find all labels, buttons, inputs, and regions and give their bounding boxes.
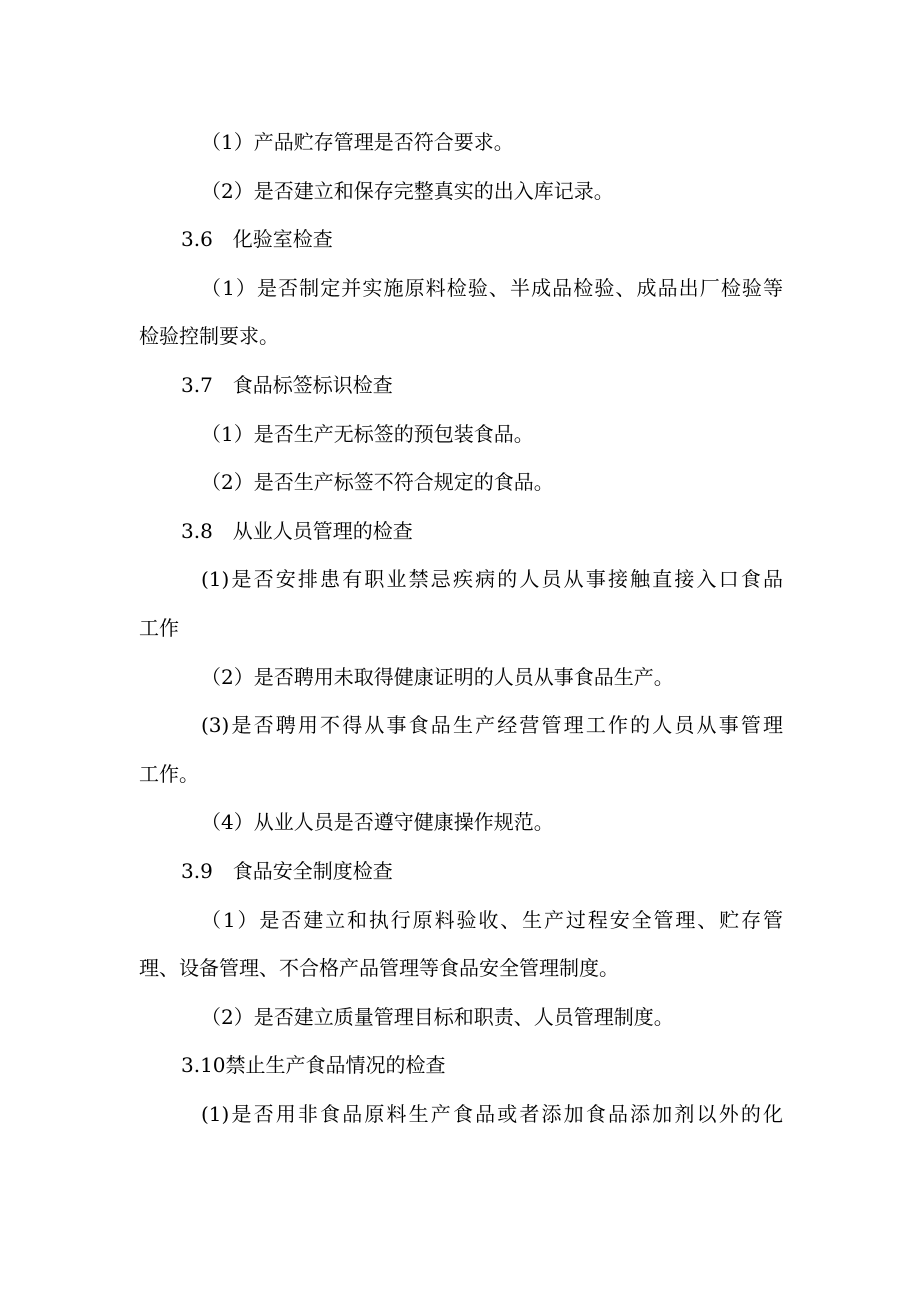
item-prohibited-managers: (3)是否聘用不得从事食品生产经营管理工作的人员从事管理: [201, 713, 783, 738]
item-inspection-implementation-cont: 检验控制要求。: [139, 324, 279, 349]
item-safety-systems: （1）是否建立和执行原料验收、生产过程安全管理、贮存管: [201, 907, 783, 932]
item-prohibited-managers-cont: 工作。: [139, 761, 199, 786]
section-heading-3-7: 3.7 食品标签标识检查: [181, 372, 393, 397]
item-inspection-implementation: （1）是否制定并实施原料检验、半成品检验、成品出厂检验等: [201, 275, 783, 300]
item-noncompliant-labels: （2）是否生产标签不符合规定的食品。: [201, 470, 554, 495]
document-body: [139, 118, 783, 1138]
item-health-certificate: （2）是否聘用未取得健康证明的人员从事食品生产。: [201, 664, 674, 689]
section-heading-3-8: 3.8 从业人员管理的检查: [181, 518, 413, 543]
item-non-food-materials: (1)是否用非食品原料生产食品或者添加食品添加剂以外的化: [201, 1101, 783, 1126]
item-disease-staff-cont: 工作: [139, 615, 179, 640]
section-heading-3-10: 3.10禁止生产食品情况的检查: [181, 1053, 446, 1078]
item-storage-management: （1）产品贮存管理是否符合要求。: [201, 130, 514, 154]
item-health-operation: （4）从业人员是否遵守健康操作规范。: [201, 810, 554, 835]
item-inventory-records: （2）是否建立和保存完整真实的出入库记录。: [201, 178, 614, 203]
item-unlabeled-food: （1）是否生产无标签的预包装食品。: [201, 421, 534, 446]
section-heading-3-6: 3.6 化验室检查: [181, 227, 333, 252]
section-heading-3-9: 3.9 食品安全制度检查: [181, 858, 393, 883]
item-quality-objectives: （2）是否建立质量管理目标和职责、人员管理制度。: [201, 1004, 674, 1029]
item-safety-systems-cont: 理、设备管理、不合格产品管理等食品安全管理制度。: [139, 956, 619, 981]
item-disease-staff: (1)是否安排患有职业禁忌疾病的人员从事接触直接入口食品: [201, 567, 783, 592]
